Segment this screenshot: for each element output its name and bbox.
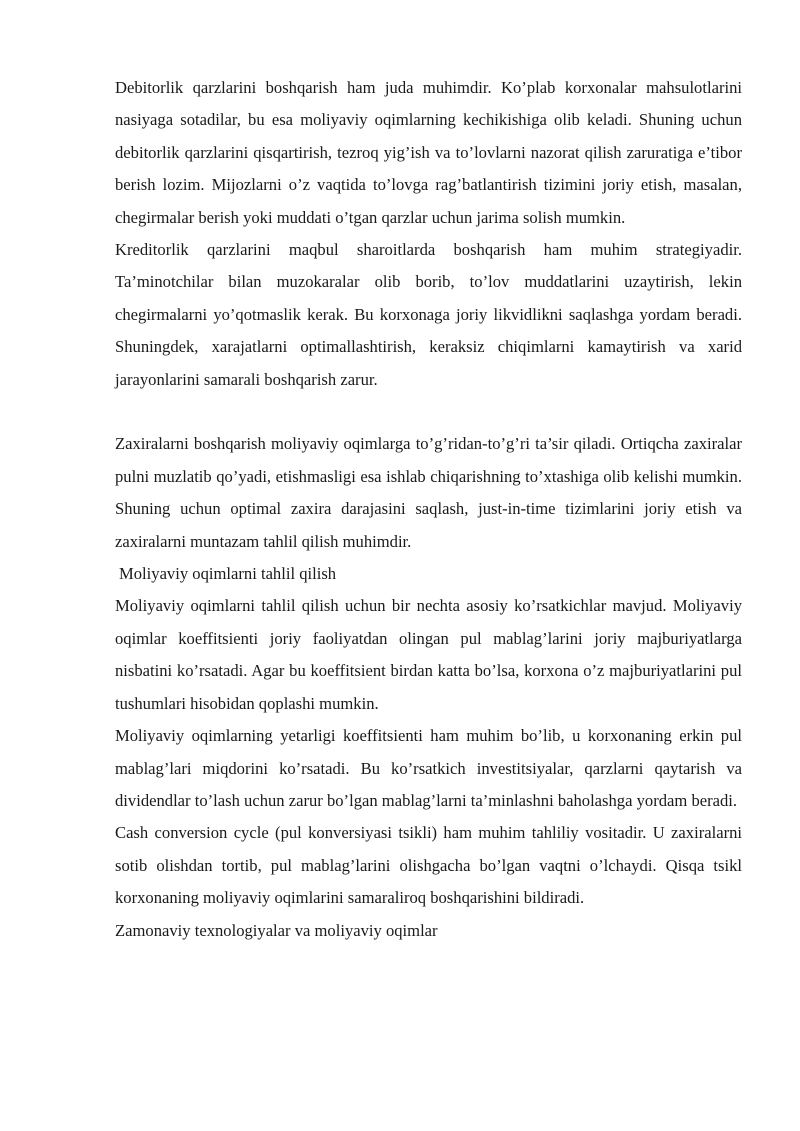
section-heading-technologies: Zamonaviy texnologiyalar va moliyaviy oqimlar bbox=[115, 920, 438, 940]
paragraph-inventory: Zaxiralarni boshqarish moliyaviy oqimlarga to’g’ridan-to’g’ri ta’sir qiladi. Ortiqcha zaxiralar pulni muzlatib qo’yadi, etishmasligi esa ishlab chiqarishning to’xtashiga olib kelishi mumkin. Shuning uchun optimal zaxira darajasini saqlash, just-in-time tizimlarini joriy etish va zaxiralarni muntazam tahlil qilish muhimdir. bbox=[115, 434, 742, 551]
paragraph-receivables: Debitorlik qarzlarini boshqarish ham juda muhimdir. Ko’plab korxonalar mahsulotlarini nasiyaga sotadilar, bu esa moliyaviy oqimlarning kechikishiga olib keladi. Shuning uchun debitorlik qarzlarini qisqartirish, tezroq yig’ish va to’lovlarni nazorat qilish zaruratiga e’tibor berish lozim. Mijozlarni o’z vaqtida to’lovga rag’batlantirish tizimini joriy etish, masalan, chegirmalar berish yoki muddati o’tgan qarzlar uchun jarima solish mumkin. bbox=[115, 78, 742, 227]
paragraph-adequacy-ratio: Moliyaviy oqimlarning yetarligi koeffitsienti ham muhim bo’lib, u korxonaning erkin pul mablag’lari miqdorini ko’rsatadi. Bu ko’rsatkich investitsiyalar, qarzlarni qaytarish va dividendlar to’lash uchun zarur bo’lgan mablag’larni ta’minlashni baholashga yordam beradi. bbox=[115, 726, 742, 810]
paragraph-cash-flow-ratio: Moliyaviy oqimlarni tahlil qilish uchun bir nechta asosiy ko’rsatkichlar mavjud. Moliyaviy oqimlar koeffitsienti joriy faoliyatdan olingan pul mablag’larini joriy majburiyatlarga nisbatini ko’rsatadi. Agar bu koeffitsient birdan katta bo’lsa, korxona o’z majburiyatlarini pul tushumlari hisobidan qoplashi mumkin. bbox=[115, 596, 742, 713]
section-heading-analysis: Moliyaviy oqimlarni tahlil qilish bbox=[119, 564, 337, 584]
paragraph-cash-conversion-cycle: Cash conversion cycle (pul konversiyasi tsikli) ham muhim tahliliy vositadir. U zaxiralarni sotib olishdan tortib, pul mablag’larini olishgacha bo’lgan vaqtni o’lchaydi. Qisqa tsikl korxonaning moliyaviy oqimlarini samaraliroq boshqarishini bildiradi. bbox=[115, 823, 742, 908]
blank-line bbox=[115, 396, 742, 428]
paragraph-payables: Kreditorlik qarzlarini maqbul sharoitlarda boshqarish ham muhim strategiyadir. Ta’minotchilar bilan muzokaralar olib borib, to’lov muddatlarini uzaytirish, lekin chegirmalarni yo’qotmaslik kerak. Bu korxonaga joriy likvidlikni saqlashga yordam beradi. Shuningdek, xarajatlarni optimallashtirish, keraksiz chiqimlarni kamaytirish va xarid jarayonlarini samarali boshqarish zarur. bbox=[115, 240, 742, 389]
document-page bbox=[115, 72, 742, 947]
